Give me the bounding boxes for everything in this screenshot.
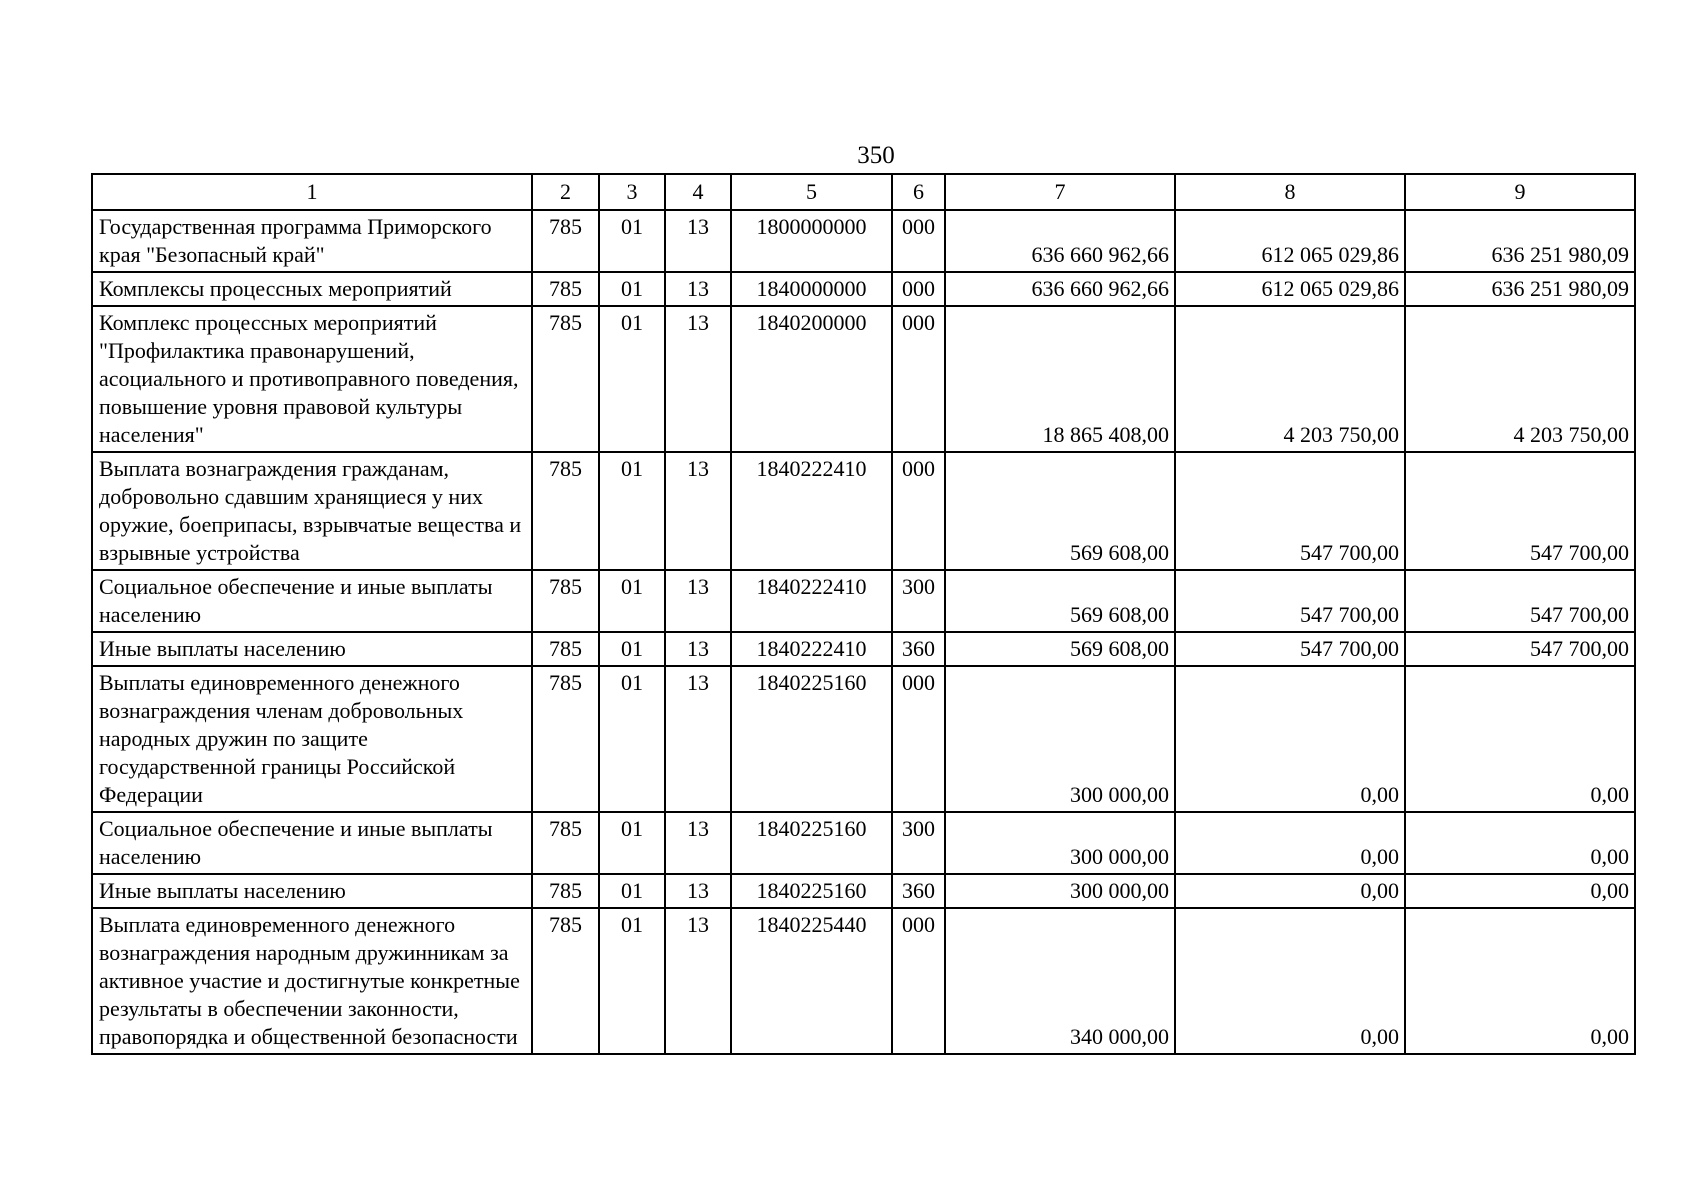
amount-cell: 547 700,00 <box>1405 570 1635 632</box>
code-cell: 1840200000 <box>731 306 892 452</box>
code-cell: 1840225160 <box>731 874 892 908</box>
code-cell: 300 <box>892 812 945 874</box>
item-name: Комплекс процессных мероприятий "Профилактика правонарушений, асоциального и противоправного поведения, повышение уровня правовой культуры населения" <box>92 306 532 452</box>
amount-cell: 636 251 980,09 <box>1405 210 1635 272</box>
table-row <box>92 452 1635 570</box>
amount-cell: 4 203 750,00 <box>1175 306 1405 452</box>
code-cell: 000 <box>892 272 945 306</box>
code-cell: 785 <box>532 452 599 570</box>
code-cell: 01 <box>599 812 665 874</box>
code-cell: 01 <box>599 874 665 908</box>
amount-cell: 569 608,00 <box>945 632 1175 666</box>
code-cell: 13 <box>665 666 731 812</box>
column-header: 2 <box>532 174 599 210</box>
code-cell: 785 <box>532 210 599 272</box>
amount-cell: 547 700,00 <box>1175 570 1405 632</box>
amount-cell: 612 065 029,86 <box>1175 272 1405 306</box>
amount-cell: 569 608,00 <box>945 570 1175 632</box>
column-header: 7 <box>945 174 1175 210</box>
code-cell: 13 <box>665 874 731 908</box>
amount-cell: 0,00 <box>1405 908 1635 1054</box>
code-cell: 01 <box>599 272 665 306</box>
code-cell: 1840225160 <box>731 666 892 812</box>
code-cell: 300 <box>892 570 945 632</box>
item-name: Выплата единовременного денежного вознаграждения народным дружинникам за активное участие и достигнутые конкретные результаты в обеспечении законности, правопорядка и общественной безопасности <box>92 908 532 1054</box>
amount-cell: 0,00 <box>1405 812 1635 874</box>
code-cell: 13 <box>665 570 731 632</box>
code-cell: 785 <box>532 272 599 306</box>
code-cell: 000 <box>892 908 945 1054</box>
code-cell: 13 <box>665 272 731 306</box>
amount-cell: 547 700,00 <box>1405 452 1635 570</box>
table-row <box>92 666 1635 812</box>
amount-cell: 636 660 962,66 <box>945 210 1175 272</box>
amount-cell: 0,00 <box>1175 666 1405 812</box>
code-cell: 01 <box>599 210 665 272</box>
amount-cell: 569 608,00 <box>945 452 1175 570</box>
table-row <box>92 306 1635 452</box>
page-number: 350 <box>857 142 895 169</box>
column-header: 3 <box>599 174 665 210</box>
table-row <box>92 210 1635 272</box>
code-cell: 360 <box>892 874 945 908</box>
amount-cell: 0,00 <box>1175 908 1405 1054</box>
code-cell: 01 <box>599 306 665 452</box>
code-cell: 785 <box>532 306 599 452</box>
column-header: 6 <box>892 174 945 210</box>
code-cell: 1840000000 <box>731 272 892 306</box>
code-cell: 785 <box>532 812 599 874</box>
amount-cell: 300 000,00 <box>945 812 1175 874</box>
code-cell: 13 <box>665 210 731 272</box>
item-name: Выплаты единовременного денежного вознаграждения членам добровольных народных дружин по защите государственной границы Российской Федерации <box>92 666 532 812</box>
item-name: Иные выплаты населению <box>92 632 532 666</box>
item-name: Социальное обеспечение и иные выплаты населению <box>92 570 532 632</box>
table-row <box>92 272 1635 306</box>
amount-cell: 0,00 <box>1175 812 1405 874</box>
code-cell: 000 <box>892 306 945 452</box>
amount-cell: 0,00 <box>1405 874 1635 908</box>
table-row <box>92 908 1635 1054</box>
code-cell: 785 <box>532 570 599 632</box>
code-cell: 785 <box>532 874 599 908</box>
item-name: Выплата вознаграждения гражданам, добровольно сдавшим хранящиеся у них оружие, боеприпасы, взрывчатые вещества и взрывные устройства <box>92 452 532 570</box>
amount-cell: 4 203 750,00 <box>1405 306 1635 452</box>
amount-cell: 18 865 408,00 <box>945 306 1175 452</box>
column-header: 4 <box>665 174 731 210</box>
item-name: Государственная программа Приморского края "Безопасный край" <box>92 210 532 272</box>
column-header: 8 <box>1175 174 1405 210</box>
column-header: 1 <box>92 174 532 210</box>
table-row <box>92 812 1635 874</box>
code-cell: 01 <box>599 452 665 570</box>
code-cell: 01 <box>599 908 665 1054</box>
code-cell: 13 <box>665 452 731 570</box>
amount-cell: 340 000,00 <box>945 908 1175 1054</box>
code-cell: 785 <box>532 632 599 666</box>
amount-cell: 547 700,00 <box>1175 452 1405 570</box>
code-cell: 785 <box>532 908 599 1054</box>
amount-cell: 300 000,00 <box>945 874 1175 908</box>
column-header: 9 <box>1405 174 1635 210</box>
code-cell: 1840225160 <box>731 812 892 874</box>
item-name: Комплексы процессных мероприятий <box>92 272 532 306</box>
table-header-row <box>92 174 1635 210</box>
amount-cell: 612 065 029,86 <box>1175 210 1405 272</box>
table-row <box>92 874 1635 908</box>
code-cell: 13 <box>665 908 731 1054</box>
amount-cell: 547 700,00 <box>1405 632 1635 666</box>
code-cell: 000 <box>892 666 945 812</box>
code-cell: 01 <box>599 570 665 632</box>
table-row <box>92 632 1635 666</box>
amount-cell: 547 700,00 <box>1175 632 1405 666</box>
code-cell: 13 <box>665 812 731 874</box>
code-cell: 13 <box>665 632 731 666</box>
item-name: Социальное обеспечение и иные выплаты населению <box>92 812 532 874</box>
item-name: Иные выплаты населению <box>92 874 532 908</box>
code-cell: 01 <box>599 666 665 812</box>
amount-cell: 636 660 962,66 <box>945 272 1175 306</box>
amount-cell: 0,00 <box>1405 666 1635 812</box>
code-cell: 360 <box>892 632 945 666</box>
budget-table <box>91 173 1636 1055</box>
amount-cell: 636 251 980,09 <box>1405 272 1635 306</box>
code-cell: 000 <box>892 452 945 570</box>
code-cell: 785 <box>532 666 599 812</box>
code-cell: 01 <box>599 632 665 666</box>
code-cell: 000 <box>892 210 945 272</box>
amount-cell: 300 000,00 <box>945 666 1175 812</box>
table-row <box>92 570 1635 632</box>
amount-cell: 0,00 <box>1175 874 1405 908</box>
code-cell: 1840222410 <box>731 632 892 666</box>
code-cell: 13 <box>665 306 731 452</box>
code-cell: 1840222410 <box>731 452 892 570</box>
code-cell: 1840225440 <box>731 908 892 1054</box>
column-header: 5 <box>731 174 892 210</box>
code-cell: 1800000000 <box>731 210 892 272</box>
code-cell: 1840222410 <box>731 570 892 632</box>
